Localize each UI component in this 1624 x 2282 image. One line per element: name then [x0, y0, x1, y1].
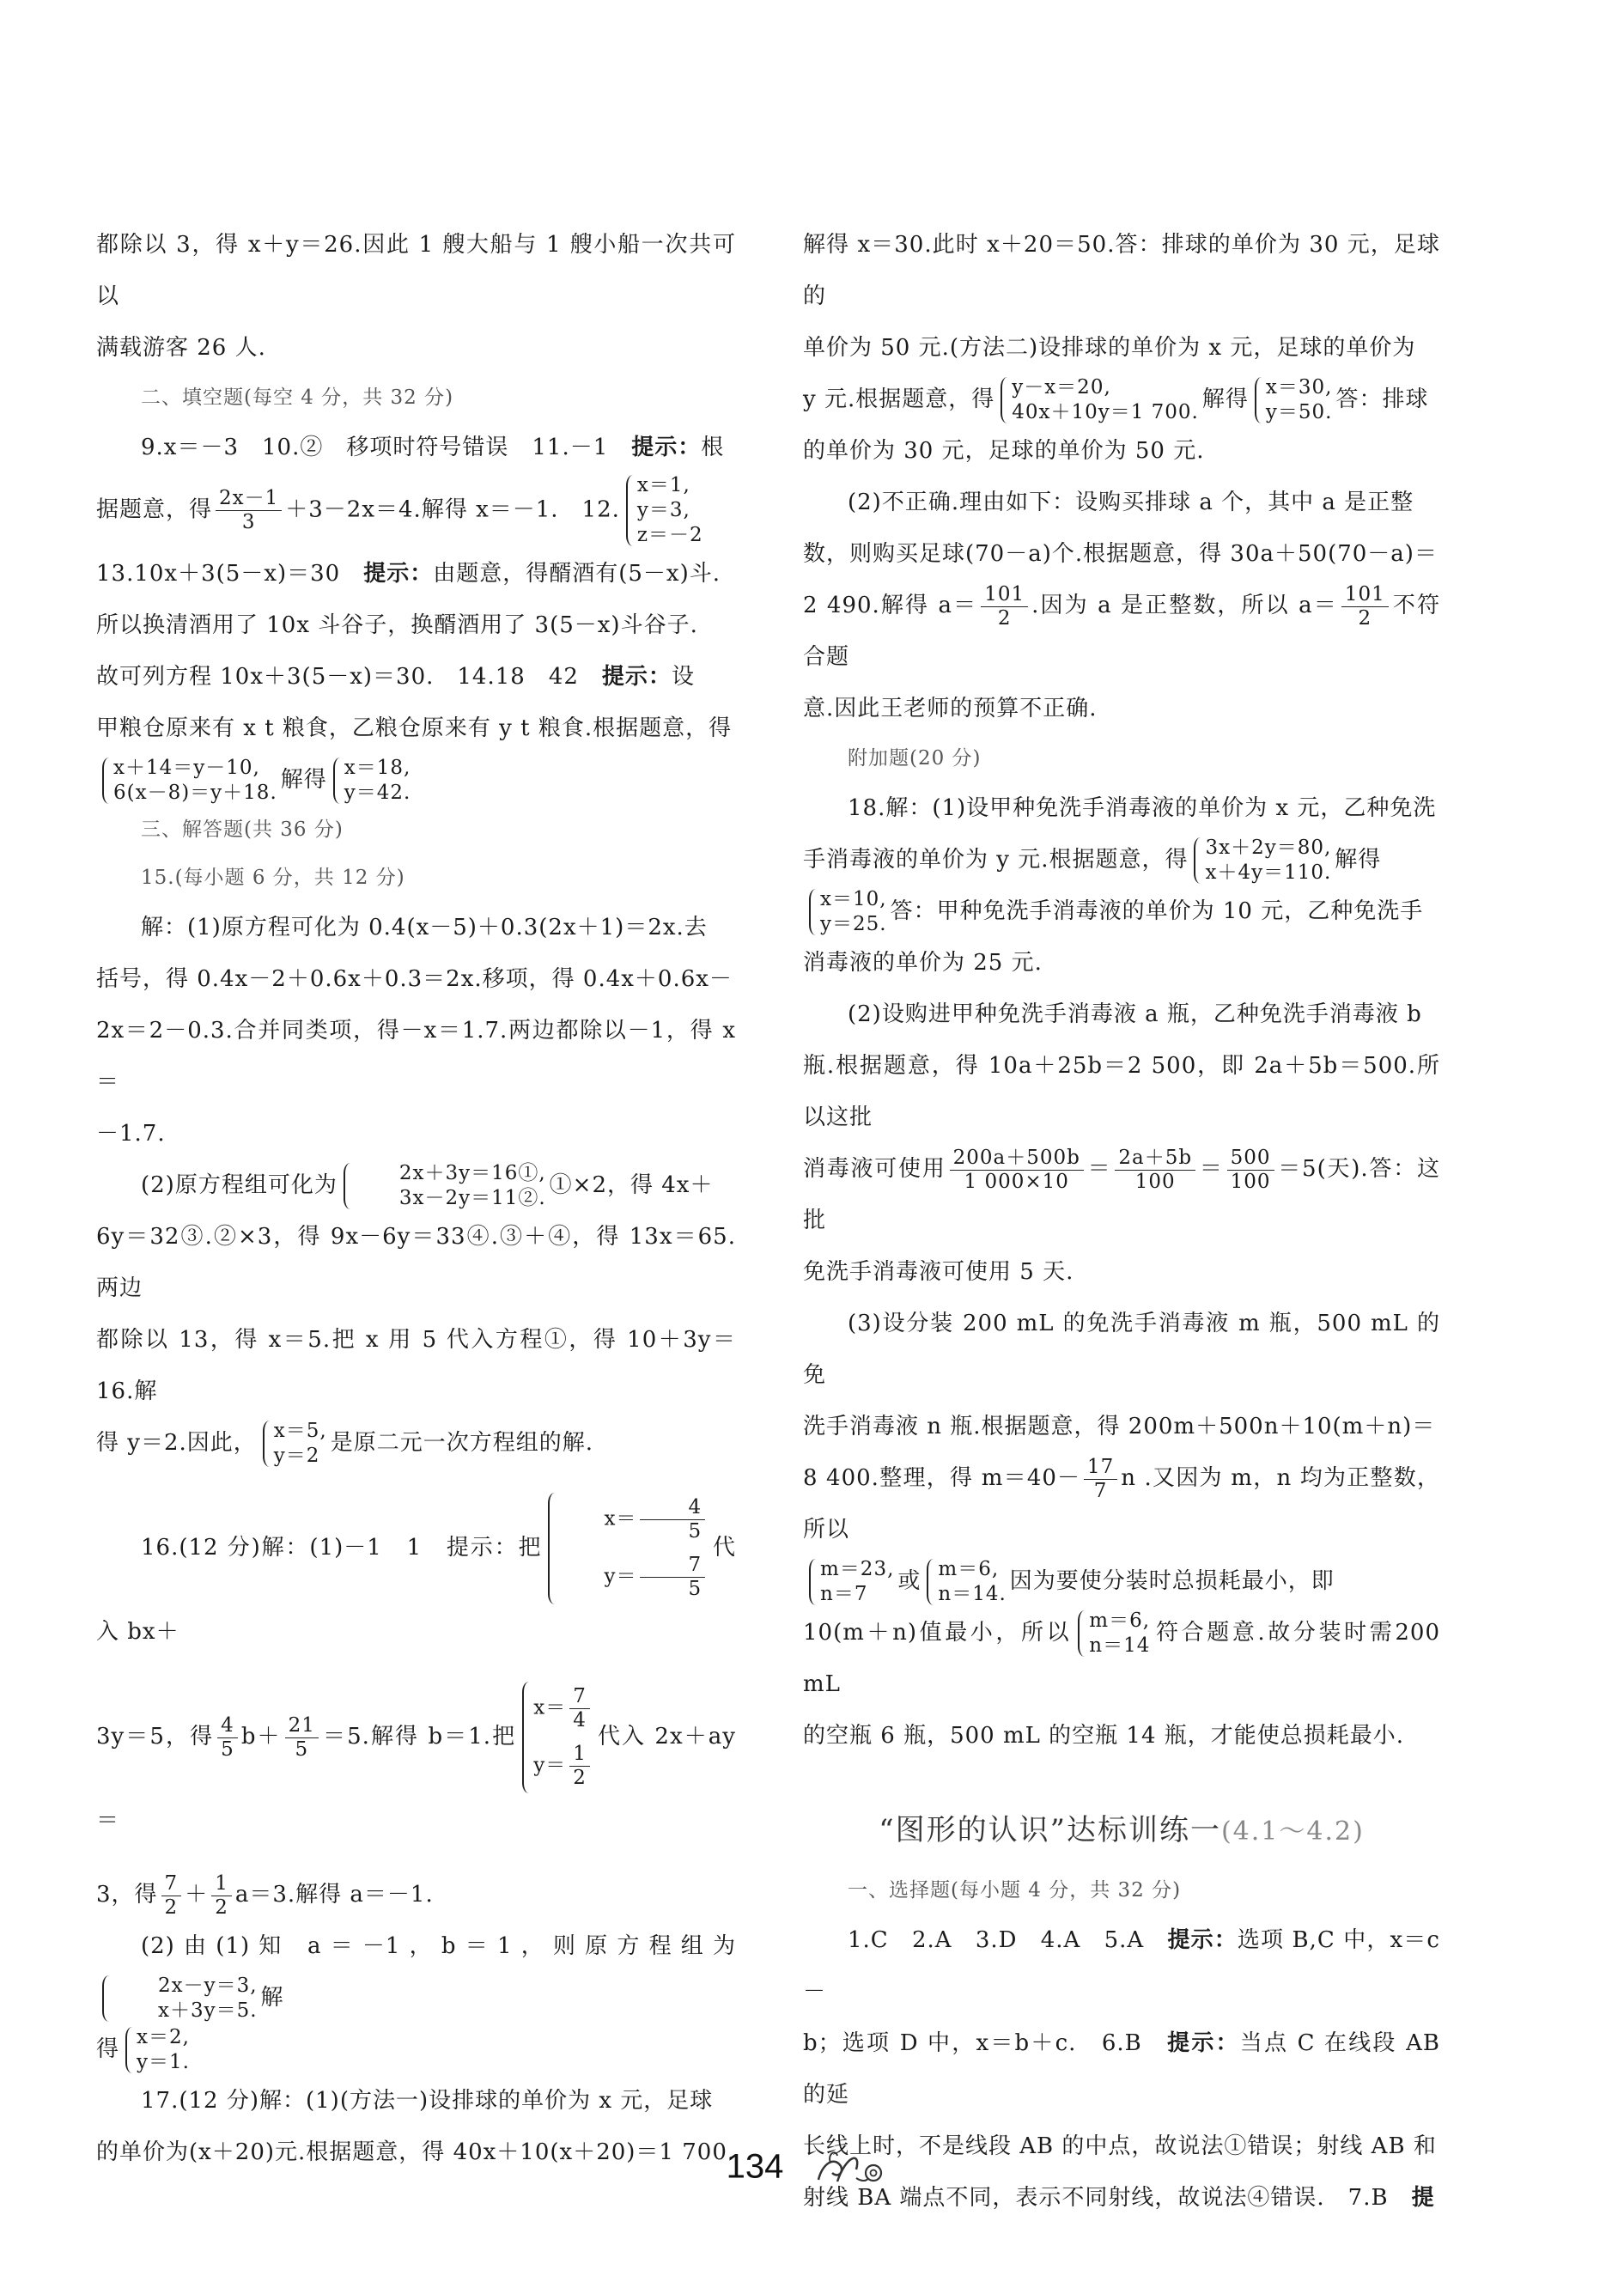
page-footer: [0, 2147, 1624, 2187]
equation-system: x＋14＝y－10, 6(x－8)＝y＋18.: [100, 756, 277, 806]
text-line: (2)不正确.理由如下：设购买排球 a 个，其中 a 是正整: [848, 490, 1414, 515]
text-line: 的空瓶 6 瓶，500 mL 的空瓶 14 瓶，才能使总损耗最小.: [803, 1723, 1405, 1749]
answer-18-3-choice: 10(m＋n)值最小，所以 m＝6, n＝14 符合题意.故分装时需200 mL: [803, 1610, 1440, 1697]
answer-18-2-calc: 消毒液可使用 $\frac{200a+500b}{1 000\times 10}$ ＝ $\frac{2a+5b}{100}$ ＝ $\frac{500}{100}$ ＝5(天).答：这批: [803, 1146, 1440, 1233]
section-heading-fill-in: 二、填空题(每空 4 分，共 32 分): [141, 386, 454, 409]
equation-system: x＝18, y＝42.: [331, 756, 411, 806]
answer-13: 13.10x＋3(5－x)＝30 提示：由题意，得醑酒有(5－x)斗.: [96, 561, 721, 587]
text-line: (2)设购进甲种免洗手消毒液 a 瓶，乙种免洗手消毒液 b: [848, 1001, 1422, 1027]
text-line: 的单价为 30 元，足球的单价为 50 元.: [803, 438, 1205, 464]
choice-answers: 1.C 2.A 3.D 4.A 5.A 提示：选项 B,C 中，x＝c－: [803, 1927, 1440, 2005]
page-number: 134: [726, 2147, 784, 2186]
equation-system: y－x＝20, 40x＋10y＝1 700.: [998, 375, 1199, 425]
equation-system: x＝2, y＝1.: [123, 2025, 190, 2075]
equation-system: m＝6, n＝14: [1075, 1609, 1150, 1658]
text-line: 满载游客 26 人.: [96, 335, 266, 361]
answer-16-2: (2)由(1)知 a＝－1，b＝1，则原方程组为 2x－y＝3, x＋3y＝5. 解: [96, 1920, 736, 2023]
equation-system: x＝5, y＝2: [260, 1419, 327, 1469]
equation-system: x＝10, y＝25.: [806, 887, 887, 937]
answer-16-2-result: 得 x＝2, y＝1.: [96, 2026, 190, 2073]
equation-system: m＝23, n＝7: [806, 1557, 894, 1607]
text-line: 解得 x＝30.此时 x＋20＝50.答：排球的单价为 30 元，足球的: [803, 232, 1440, 309]
answer-17-system: y 元.根据题意，得 y－x＝20, 40x＋10y＝1 700. 解得 x＝30, y＝50. 答：排球: [803, 376, 1429, 423]
text-line: 6y＝32③.②×3，得 9x－6y＝33④.③＋④，得 13x＝65.两边: [96, 1224, 736, 1301]
text-line: 洗手消毒液 n 瓶.根据题意，得 200m＋500n＋10(m＋n)＝: [803, 1414, 1436, 1439]
answer-16: 16.(12 分)解：(1)－1 1 提示：把 x＝ $\frac{4}{5}$ y＝ $\frac{7}{5}$ 代入 bx＋: [96, 1491, 736, 1658]
left-column: [96, 219, 736, 2178]
choice-answers: b；选项 D 中，x＝b＋c. 6.B 提示：当点 C 在线段 AB 的延: [803, 2030, 1440, 2108]
answer-15-end: 得 y＝2.因此， x＝5, y＝2 是原二元一次方程组的解.: [96, 1420, 593, 1467]
text-line: 2x＝2－0.3.合并同类项，得－x＝1.7.两边都除以－1，得 x＝: [96, 1018, 736, 1095]
fraction: $\frac{2x-1}{3}$: [216, 487, 282, 534]
equation-system: x＝ $\frac{4}{5}$ y＝ $\frac{7}{5}$: [545, 1491, 709, 1606]
equation-system: m＝6, n＝14.: [924, 1557, 1006, 1607]
equation-system: x＝1, y＝3, z＝－2: [623, 473, 703, 548]
choice-answers: 射线 BA 端点不同，表示不同射线，故说法④错误. 7.B 提: [803, 2185, 1435, 2211]
right-column: [803, 219, 1440, 2224]
text-line: 17.(12 分)解：(1)(方法一)设排球的单价为 x 元，足球: [141, 2088, 714, 2114]
text-line: 都除以 13，得 x＝5.把 x 用 5 代入方程①，得 10＋3y＝16.解: [96, 1327, 736, 1404]
text-line: 消毒液的单价为 25 元.: [803, 950, 1043, 976]
text-line: 括号，得 0.4x－2＋0.6x＋0.3＝2x.移项，得 0.4x＋0.6x－: [96, 966, 733, 992]
answer-17-2: 2 490.解得 a＝ $\frac{101}{2}$ .因为 a 是正整数，所以 a＝ $\frac{101}{2}$ 不符合题: [803, 582, 1440, 670]
text-line: 免洗手消毒液可使用 5 天.: [803, 1259, 1074, 1285]
text-line: 所以换清酒用了 10x 斗谷子，换醑酒用了 3(5－x)斗谷子.: [96, 612, 698, 638]
question-15-heading: 15.(每小题 6 分，共 12 分): [141, 867, 405, 889]
equation-system: 2x＋3y＝16①, 3x－2y＝11②.: [341, 1161, 546, 1211]
section-heading-extra: 附加题(20 分): [848, 747, 982, 770]
text-line: 都除以 3，得 x＋y＝26.因此 1 艘大船与 1 艘小船一次共可以: [96, 232, 736, 309]
answer-14: 故可列方程 10x＋3(5－x)＝30. 14.18 42 提示：设: [96, 664, 695, 690]
text-line: 甲粮仓原来有 x t 粮食，乙粮仓原来有 y t 粮食.根据题意，得: [96, 715, 733, 741]
answer-16-end: 3，得 $\frac{7}{2}$ ＋ $\frac{1}{2}$ a＝3.解得 a＝－1.: [96, 1871, 434, 1919]
answer-14-system: x＋14＝y－10, 6(x－8)＝y＋18. 解得 x＝18, y＝42.: [96, 754, 736, 806]
text-line: 18.解：(1)设甲种免洗手消毒液的单价为 x 元，乙种免洗: [848, 795, 1437, 821]
answer-18-3-calc: 8 400.整理，得 m＝40－ $\frac{17}{7}$ n .又因为 m，n 均为正整数，所以: [803, 1455, 1440, 1543]
equation-system: x＝30, y＝50.: [1252, 375, 1333, 425]
answer-18-system: 手消毒液的单价为 y 元.根据题意，得 3x＋2y＝80, x＋4y＝110. 解得: [803, 837, 1382, 884]
equation-system: x＝ $\frac{7}{4}$ y＝ $\frac{1}{2}$: [520, 1680, 593, 1795]
swirl-ornament-icon: [812, 2147, 897, 2187]
answer-15-2: (2)原方程组可化为 2x＋3y＝16①, 3x－2y＝11②. ①×2，得 4x＋: [141, 1162, 714, 1209]
section-heading-choice: 一、选择题(每小题 4 分，共 32 分): [848, 1879, 1182, 1902]
text-line: 长线上时，不是线段 AB 的中点，故说法①错误；射线 AB 和: [803, 2133, 1437, 2159]
section-heading-solutions: 三、解答题(共 36 分): [141, 818, 344, 841]
equation-system: 3x＋2y＝80, x＋4y＝110.: [1191, 836, 1331, 885]
answer-18-result: x＝10, y＝25. 答：甲种免洗手消毒液的单价为 10 元，乙种免洗手: [803, 885, 1440, 937]
text-line: －1.7.: [96, 1121, 166, 1147]
equation-system: 2x－y＝3, x＋3y＝5.: [100, 1974, 258, 2023]
text-line: 的单价为(x＋20)元.根据题意，得 40x＋10(x＋20)＝1 700.: [96, 2139, 736, 2165]
text-line: 单价为 50 元.(方法二)设排球的单价为 x 元，足球的单价为: [803, 335, 1416, 361]
answer-11-12: 据题意，得 $\frac{2x-1}{3}$ ＋3－2x＝4.解得 x＝－1. 12. x＝1, y＝3, z＝－2: [96, 474, 703, 546]
text-line: 解：(1)原方程可化为 0.4(x－5)＋0.3(2x＋1)＝2x.去: [141, 915, 708, 940]
text-line: (3)设分装 200 mL 的免洗手消毒液 m 瓶，500 mL 的免: [803, 1311, 1440, 1388]
text-line: 瓶.根据题意，得 10a＋25b＝2 500，即 2a＋5b＝500.所以这批: [803, 1053, 1440, 1130]
answer-9-11: 9.x＝－3 10.② 移项时符号错误 11.－1 提示：根: [141, 435, 725, 460]
answer-18-3-options: m＝23, n＝7 或 m＝6, n＝14. 因为要使分装时总损耗最小，即: [803, 1555, 1440, 1607]
section-title: “图形的认识”达标训练一(4.1～4.2): [879, 1813, 1365, 1847]
answer-16-cont: 3y＝5，得 $\frac{4}{5}$ b＋ $\frac{21}{5}$ ＝5.解得 b＝1.把 x＝ $\frac{7}{4}$ y＝ $\frac{1}{2}$ 代入 2x＋ay＝: [96, 1680, 736, 1847]
text-line: 意.因此王老师的预算不正确.: [803, 696, 1098, 721]
text-line: 数，则购买足球(70－a)个.根据题意，得 30a＋50(70－a)＝: [803, 541, 1438, 567]
